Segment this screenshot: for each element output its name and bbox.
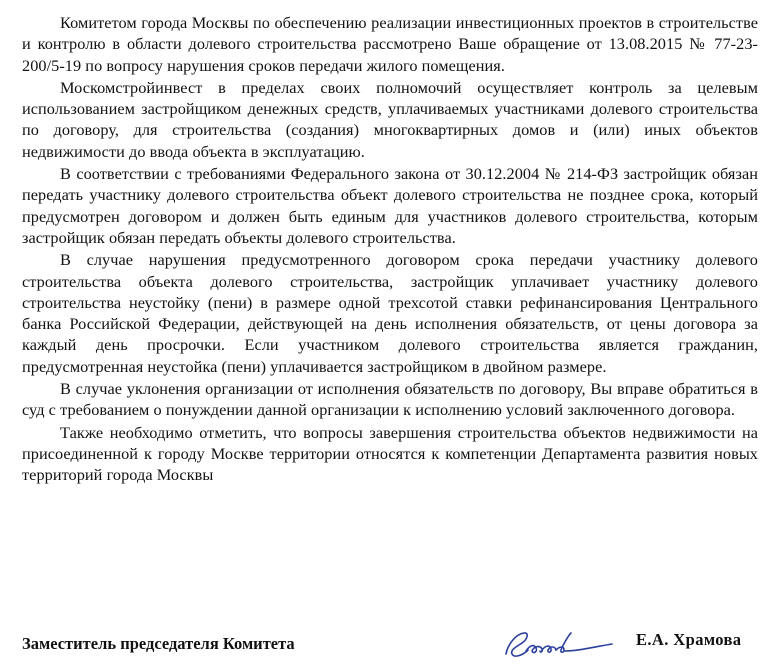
- signature-block: [22, 624, 758, 664]
- paragraph-new-territories: Также необходимо отметить, что вопросы завершения строительства объектов недвижимости на присоединенной к городу Москве территории относятся к компетенции Департамента развития новых территорий города Москвы: [22, 422, 758, 485]
- signer-name: Е.А. Храмова: [636, 630, 742, 649]
- paragraph-court-option: В случае уклонения организации от исполнения обязательств по договору, Вы вправе обратиться в суд с требованием о понуждении данной организации к исполнению условий заключенного договора.: [22, 379, 758, 420]
- paragraph-penalty: В случае нарушения предусмотренного договором срока передачи участнику долевого строительства объекта долевого строительства, застройщик уплачивает участнику долевого строительства неустойку (пени) в размере одной трехсотой ставки рефинансирования Центрального банка Российской Федерации, действующей на день исполнения обязательств, от цены договора за каждый день просрочки. Если участником долевого строительства является гражданин, предусмотренная неустойка (пени) уплачивается застройщиком в двойном размере.: [22, 250, 758, 376]
- paragraph-committee-authority: Москомстройинвест в пределах своих полномочий осуществляет контроль за целевым использованием застройщиком денежных средств, уплачиваемых участниками долевого строительства по договору, для строительства (создания) многоквартирных домов и (или) иных объектов недвижимости до ввода объекта в эксплуатацию.: [22, 77, 758, 161]
- signer-position: Заместитель председателя Комитета: [22, 634, 295, 653]
- paragraph-review-notice: Комитетом города Москвы по обеспечению реализации инвестиционных проектов в строительстве и контролю в области долевого строительства рассмотрено Ваше обращение от 13.08.2015 № 77-23-200/5-19 по вопросу нарушения сроков передачи жилого помещения.: [22, 13, 758, 75]
- paragraph-federal-law: В соответствии с требованиями Федерального закона от 30.12.2004 № 214-ФЗ застройщик обязан передать участнику долевого строительства объект долевого строительства не позднее срока, который предусмотрен договором и должен быть единым для участников долевого строительства, которым застройщик обязан передать объекты долевого строительства.: [22, 164, 758, 247]
- letter-body: [22, 12, 758, 486]
- handwritten-signature-icon: [498, 624, 618, 664]
